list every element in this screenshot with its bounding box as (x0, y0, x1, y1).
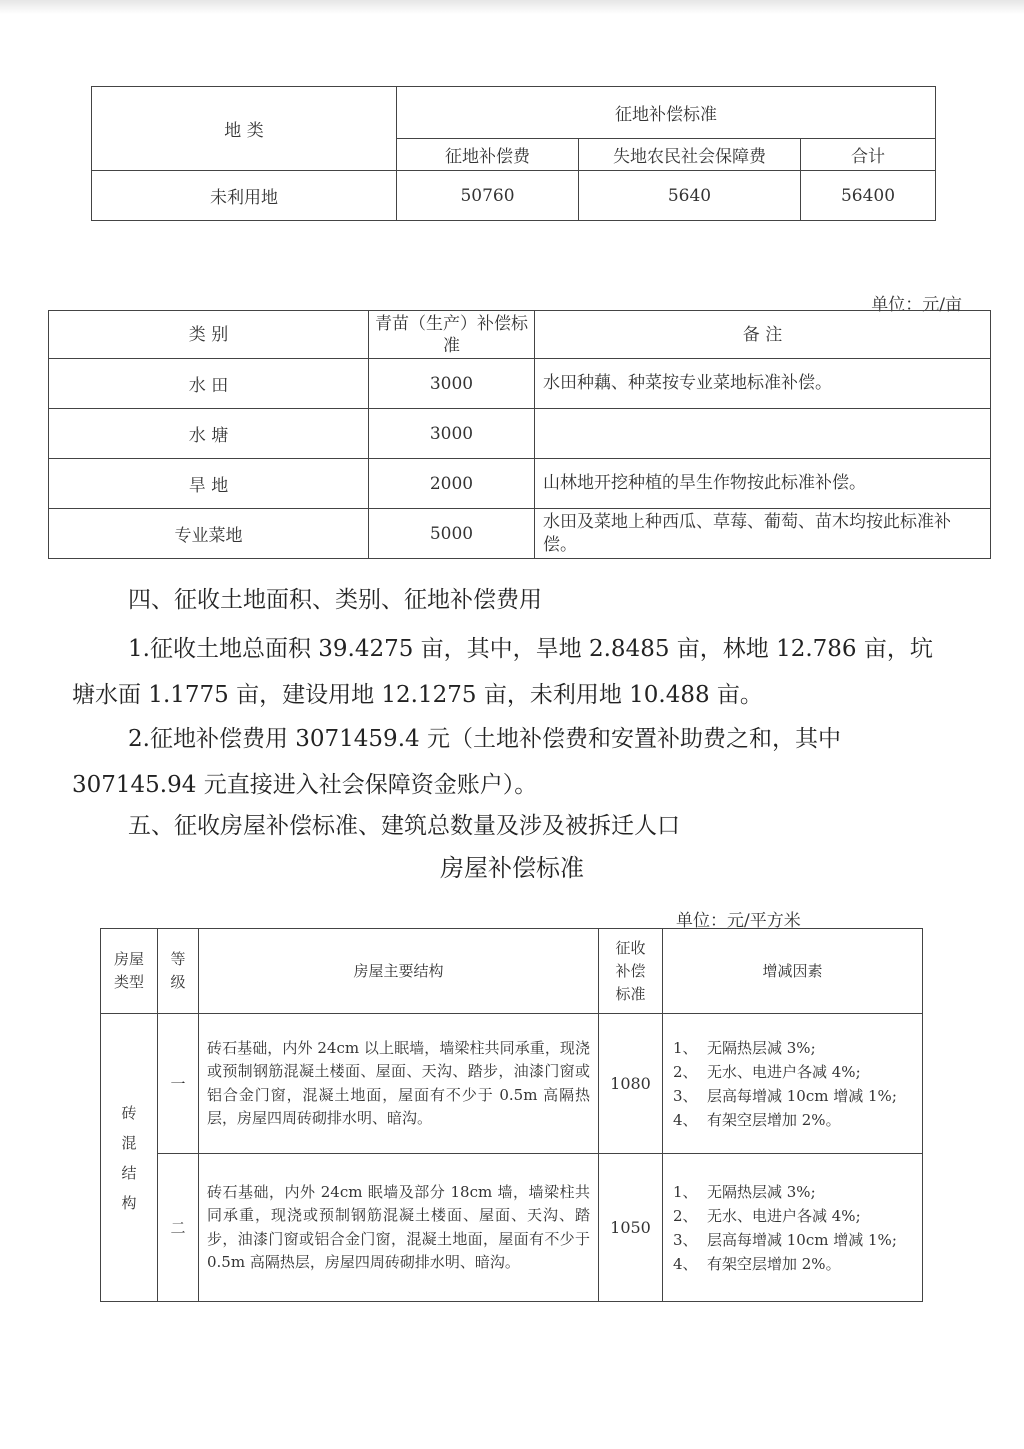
table-row (49, 359, 991, 409)
cell-category: 旱 地 (49, 459, 369, 509)
cell-compensation: 50760 (397, 171, 579, 221)
header-social-security-fee: 失地农民社会保障费 (579, 139, 801, 171)
table-row (49, 409, 991, 459)
table-row (92, 171, 936, 221)
house-compensation-table (100, 928, 923, 1302)
factor-item: 4、 有架空层增加 2%。 (673, 1254, 841, 1273)
unit-label-mu: 单位：元/亩 (871, 295, 962, 315)
header-land-type: 地 类 (92, 87, 397, 171)
section-4-paragraph-2: 2.征地补偿费用 3071459.4 元（土地补偿费和安置补助费之和，其中 307145.94 元直接进入社会保障资金账户）。 (72, 726, 841, 798)
cell-category: 水 田 (49, 359, 369, 409)
cell-note (535, 409, 991, 459)
table-row (49, 459, 991, 509)
factor-item: 1、 无隔热层减 3%; (673, 1038, 816, 1057)
cell-note: 水田及菜地上种西瓜、草莓、葡萄、苗木均按此标准补偿。 (535, 509, 991, 559)
scan-edge-shadow (0, 0, 1024, 14)
table-row (49, 509, 991, 559)
header-adjustment-factors: 增减因素 (663, 929, 923, 1014)
factor-item: 3、 层高每增减 10cm 增减 1%; (673, 1230, 897, 1249)
cell-standard: 3000 (369, 409, 535, 459)
section-4-heading: 四、征收土地面积、类别、征地补偿费用 (128, 587, 542, 613)
unit-label-sqm: 单位：元/平方米 (676, 911, 801, 931)
header-main-structure: 房屋主要结构 (199, 929, 599, 1014)
header-compensation-price: 征收补偿标准 (599, 929, 663, 1014)
factor-item: 1、 无隔热层减 3%; (673, 1182, 816, 1201)
header-house-type: 房屋类型 (101, 929, 158, 1014)
cell-price: 1050 (599, 1154, 663, 1302)
header-crop-standard: 青苗（生产）补偿标准 (369, 311, 535, 359)
header-total: 合计 (801, 139, 936, 171)
header-note: 备 注 (535, 311, 991, 359)
factor-item: 2、 无水、电进户各减 4%; (673, 1062, 861, 1081)
cell-category: 专业菜地 (49, 509, 369, 559)
cell-house-type: 砖混结构 (101, 1014, 158, 1302)
cell-category: 水 塘 (49, 409, 369, 459)
header-compensation-standard: 征地补偿标准 (397, 87, 936, 139)
cell-land-type: 未利用地 (92, 171, 397, 221)
house-table-title: 房屋补偿标准 (440, 854, 584, 882)
cell-standard: 2000 (369, 459, 535, 509)
crop-compensation-table (48, 310, 991, 559)
cell-standard: 3000 (369, 359, 535, 409)
factor-item: 2、 无水、电进户各减 4%; (673, 1206, 861, 1225)
section-5-heading: 五、征收房屋补偿标准、建筑总数量及涉及被拆迁人口 (128, 813, 680, 839)
cell-factors (663, 1014, 923, 1154)
cell-structure: 砖石基础，内外 24cm 眠墙及部分 18cm 墙，墙梁柱共同承重，现浇或预制钢筋混凝土楼面、屋面、天沟、踏步，油漆门窗或铝合金门窗，混凝土地面，屋面有不少于 0.5m 高隔热层，房屋四周砖砌排水明、暗沟。 (199, 1154, 599, 1302)
cell-structure: 砖石基础，内外 24cm 以上眠墙，墙梁柱共同承重，现浇或预制钢筋混凝土楼面、屋面、天沟、踏步，油漆门窗或铝合金门窗，混凝土地面，屋面有不少于 0.5m 高隔热层，房屋四周砖砌排水明、暗沟。 (199, 1014, 599, 1154)
section-4-paragraph-1: 1.征收土地总面积 39.4275 亩，其中，旱地 2.8485 亩，林地 12.786 亩，坑塘水面 1.1775 亩，建设用地 12.1275 亩，未利用地 10.488 亩。 (72, 636, 933, 708)
table-row (101, 1014, 923, 1154)
cell-note: 山林地开挖种植的旱生作物按此标准补偿。 (535, 459, 991, 509)
header-grade: 等级 (158, 929, 199, 1014)
header-category: 类 别 (49, 311, 369, 359)
cell-social-security: 5640 (579, 171, 801, 221)
factor-item: 3、 层高每增减 10cm 增减 1%; (673, 1086, 897, 1105)
land-compensation-table (91, 86, 936, 221)
table-row (101, 1154, 923, 1302)
cell-factors (663, 1154, 923, 1302)
cell-grade: 一 (158, 1014, 199, 1154)
header-compensation-fee: 征地补偿费 (397, 139, 579, 171)
cell-total: 56400 (801, 171, 936, 221)
cell-price: 1080 (599, 1014, 663, 1154)
cell-grade: 二 (158, 1154, 199, 1302)
cell-standard: 5000 (369, 509, 535, 559)
cell-note: 水田种藕、种菜按专业菜地标准补偿。 (535, 359, 991, 409)
factor-item: 4、 有架空层增加 2%。 (673, 1110, 841, 1129)
